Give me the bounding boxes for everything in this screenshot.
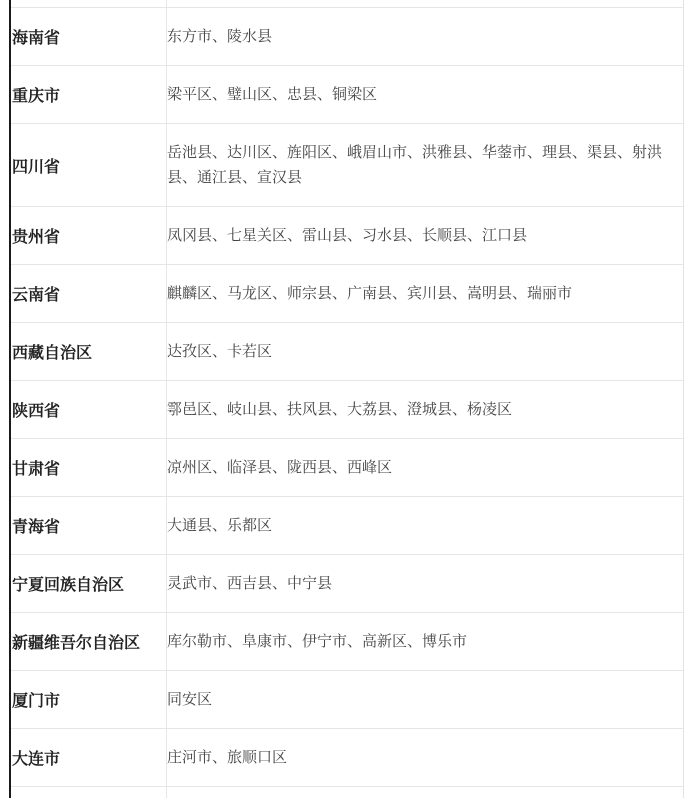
province-cell: 四川省 bbox=[12, 156, 61, 176]
table-row bbox=[11, 497, 683, 555]
region-table bbox=[11, 8, 683, 787]
right-border-line bbox=[683, 0, 684, 798]
table-row bbox=[11, 323, 683, 381]
areas-cell: 东方市、陵水县 bbox=[167, 27, 273, 45]
table-row bbox=[11, 555, 683, 613]
province-cell: 海南省 bbox=[12, 28, 61, 47]
province-cell: 厦门市 bbox=[12, 691, 61, 710]
province-cell: 新疆维吾尔自治区 bbox=[12, 633, 141, 652]
province-cell: 云南省 bbox=[12, 285, 61, 304]
areas-cell: 庄河市、旅顺口区 bbox=[167, 748, 288, 766]
table-row bbox=[11, 381, 683, 439]
areas-cell: 凉州区、临泽县、陇西县、西峰区 bbox=[167, 458, 393, 476]
areas-cell: 麒麟区、马龙区、师宗县、广南县、宾川县、嵩明县、瑞丽市 bbox=[167, 284, 573, 302]
areas-cell: 凤冈县、七星关区、雷山县、习水县、长顺县、江口县 bbox=[167, 226, 528, 244]
areas-cell: 鄠邑区、岐山县、扶风县、大荔县、澄城县、杨凌区 bbox=[167, 400, 513, 418]
areas-cell: 岳池县、达川区、旌阳区、峨眉山市、洪雅县、华蓥市、理县、渠县、射洪县、通江县、宣汉县 bbox=[167, 143, 663, 186]
table-row bbox=[11, 207, 683, 265]
table-row bbox=[11, 613, 683, 671]
areas-cell: 梁平区、璧山区、忠县、铜梁区 bbox=[167, 85, 378, 103]
table-row bbox=[11, 729, 683, 787]
areas-cell: 同安区 bbox=[167, 690, 213, 708]
table-row bbox=[11, 671, 683, 729]
province-cell: 西藏自治区 bbox=[12, 343, 93, 362]
table-row bbox=[11, 66, 683, 124]
table-row bbox=[11, 8, 683, 66]
areas-cell: 灵武市、西吉县、中宁县 bbox=[167, 574, 333, 592]
table-row bbox=[11, 265, 683, 323]
province-cell: 陕西省 bbox=[12, 401, 61, 420]
table-row bbox=[11, 439, 683, 497]
table-row bbox=[11, 124, 683, 207]
province-cell: 青海省 bbox=[12, 517, 61, 536]
areas-cell: 大通县、乐都区 bbox=[167, 516, 273, 534]
areas-cell: 达孜区、卡若区 bbox=[167, 342, 273, 360]
province-cell: 重庆市 bbox=[12, 86, 61, 105]
areas-cell: 库尔勒市、阜康市、伊宁市、高新区、博乐市 bbox=[167, 632, 468, 650]
province-cell: 宁夏回族自治区 bbox=[12, 575, 125, 594]
province-cell: 贵州省 bbox=[12, 227, 61, 246]
province-cell: 甘肃省 bbox=[12, 459, 61, 478]
province-cell: 大连市 bbox=[12, 749, 61, 768]
